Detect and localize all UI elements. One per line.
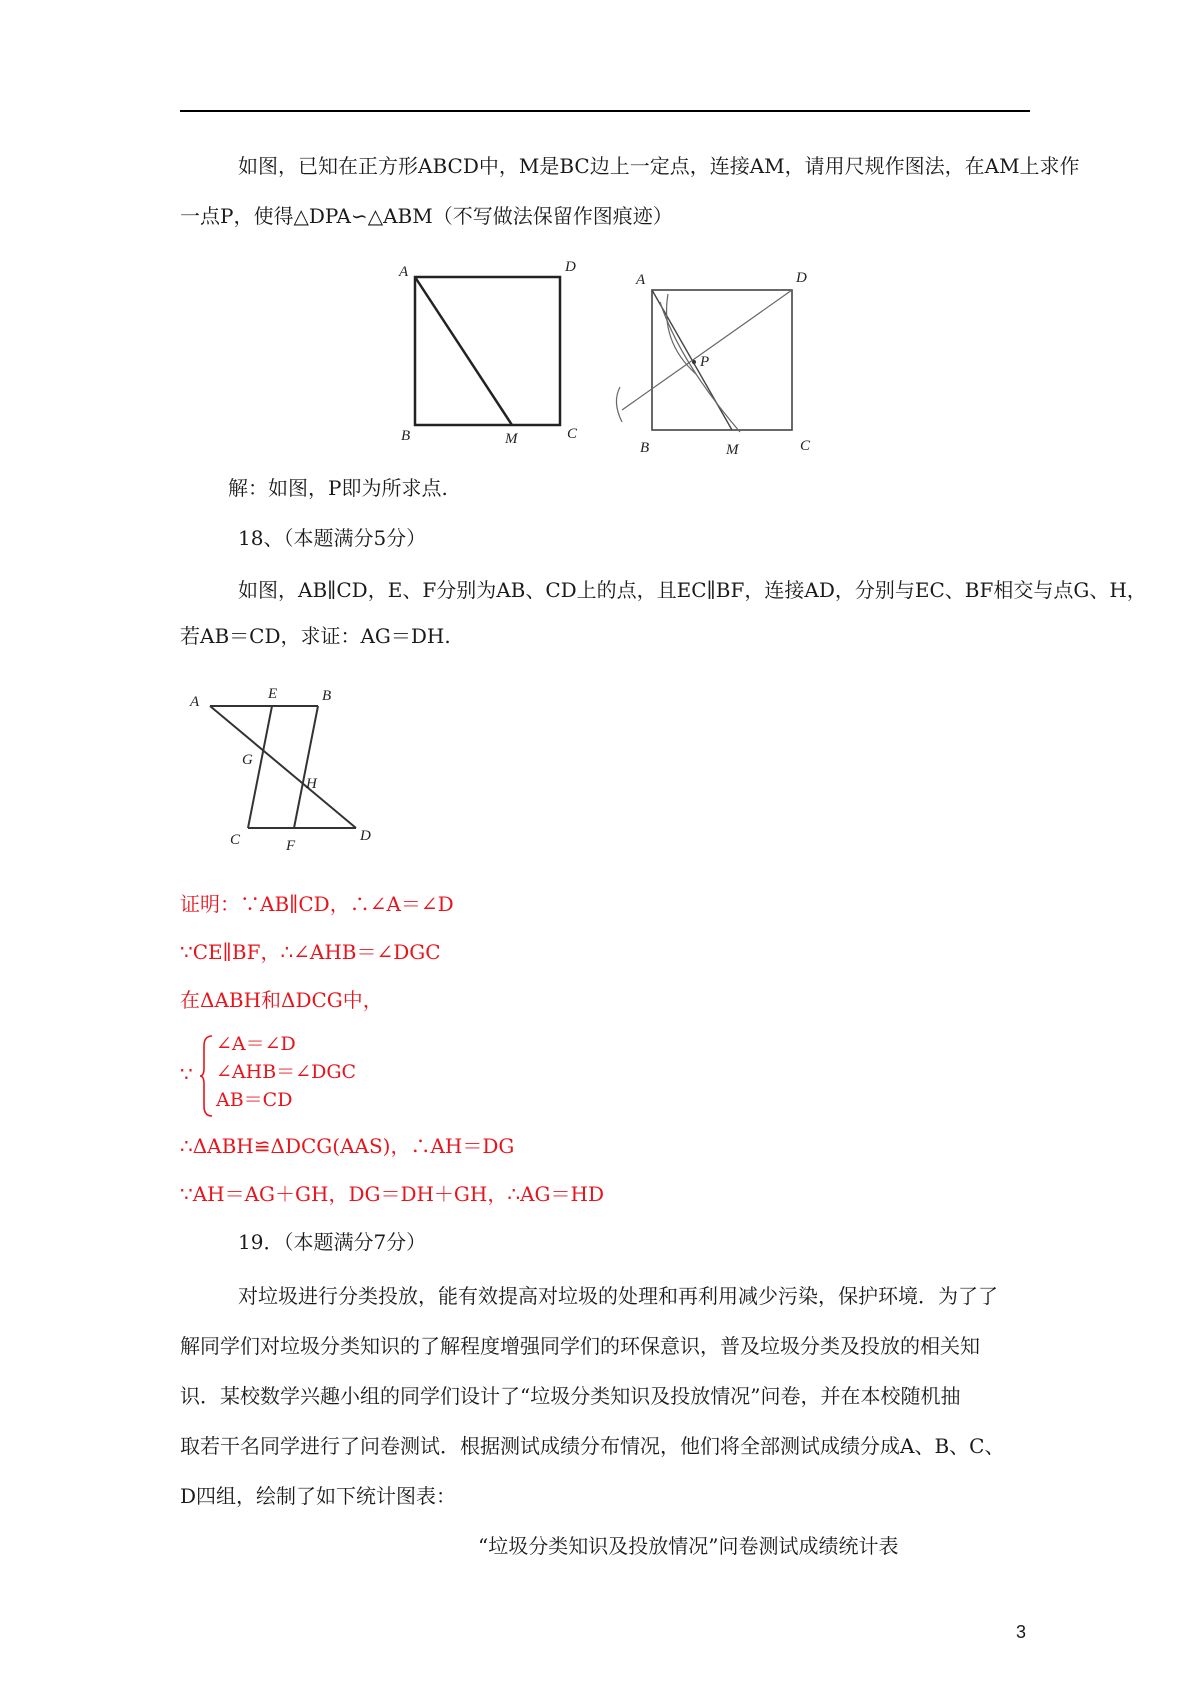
label-d: D [796,270,807,286]
label-b: B [322,688,332,704]
label-m: M [505,431,518,445]
perpendicular-line-dp [622,290,792,410]
q19-table-title: “垃圾分类知识及投放情况”问卷测试成绩统计表 [478,1534,899,1558]
q17-figure-construction [600,262,830,462]
label-g: G [242,752,253,768]
label-e: E [268,686,278,702]
segment-ad [210,706,356,828]
q17-answer: 解：如图，P即为所求点. [228,476,448,500]
q19-heading: 19．（本题满分7分） [238,1230,427,1254]
q19-text-line1: 对垃圾进行分类投放，能有效提高对垃圾的处理和再利用减少污染，保护环境．为了了 [238,1284,998,1308]
q17-text-line1: 如图，已知在正方形ABCD中，M是BC边上一定点，连接AM，请用尺规作图法，在AM上求作 [238,154,1080,178]
square-abcd-construction [652,290,792,430]
label-c: C [567,426,578,442]
construction-arc-3 [616,387,622,422]
left-brace-icon [200,1034,214,1118]
q18-proof-line2: ∵CE∥BF，∴∠AHB＝∠DGC [180,940,441,964]
because-symbol: ∵ [180,1062,193,1086]
label-b: B [401,428,411,444]
q19-text-line2: 解同学们对垃圾分类知识的了解程度增强同学们的环保意识，普及垃圾分类及投放的相关知 [180,1334,980,1358]
q18-proof-line4: ∴ΔABH≌ΔDCG(AAS)，∴AH＝DG [180,1134,515,1158]
condition-3: AB＝CD [216,1089,293,1111]
segment-am [415,277,512,425]
q18-proof-line1: 证明：∵AB∥CD，∴∠A＝∠D [180,892,454,916]
label-a: A [399,264,409,280]
q19-text-line4: 取若干名同学进行了问卷测试．根据测试成绩分布情况，他们将全部测试成绩分成A、B、C、 [180,1434,1005,1458]
label-f: F [286,838,296,853]
q18-text-line1: 如图，AB∥CD，E、F分别为AB、CD上的点，且EC∥BF，连接AD，分别与EC、BF相交与点G、H， [238,578,1147,602]
q18-proof-line5: ∵AH＝AG＋GH，DG＝DH＋GH，∴AG＝HD [180,1182,604,1206]
construction-arc-2 [667,294,696,374]
q17-text-line2: 一点P，使得△DPA∽△ABM（不写做法保留作图痕迹） [180,204,673,228]
q19-text-line3: 识．某校数学兴趣小组的同学们设计了“垃圾分类知识及投放情况”问卷，并在本校随机抽 [180,1384,961,1408]
condition-2: ∠AHB＝∠DGC [216,1061,357,1083]
q18-text-line2: 若AB＝CD，求证：AG＝DH. [180,624,451,648]
label-h: H [306,776,317,792]
label-c: C [800,438,811,454]
page-number: 3 [1016,1622,1027,1642]
condition-1: ∠A＝∠D [216,1033,296,1055]
square-abcd [415,277,560,425]
q18-proof-conditions [180,1030,400,1120]
q17-figure-square [385,255,585,445]
label-a: A [636,272,646,288]
q19-text-line5: D四组，绘制了如下统计图表： [180,1484,457,1508]
label-b: B [640,440,650,456]
label-m: M [726,442,739,458]
header-rule [180,110,1030,112]
label-d: D [360,828,371,844]
label-d: D [565,259,576,275]
point-p [692,360,696,364]
label-c: C [230,832,241,848]
segment-bf [294,706,318,828]
q18-heading: 18、（本题满分5分） [238,526,427,550]
q18-figure [180,678,380,853]
q18-proof-line3: 在ΔABH和ΔDCG中， [180,988,383,1012]
label-a: A [190,694,200,710]
label-p: P [700,354,710,370]
